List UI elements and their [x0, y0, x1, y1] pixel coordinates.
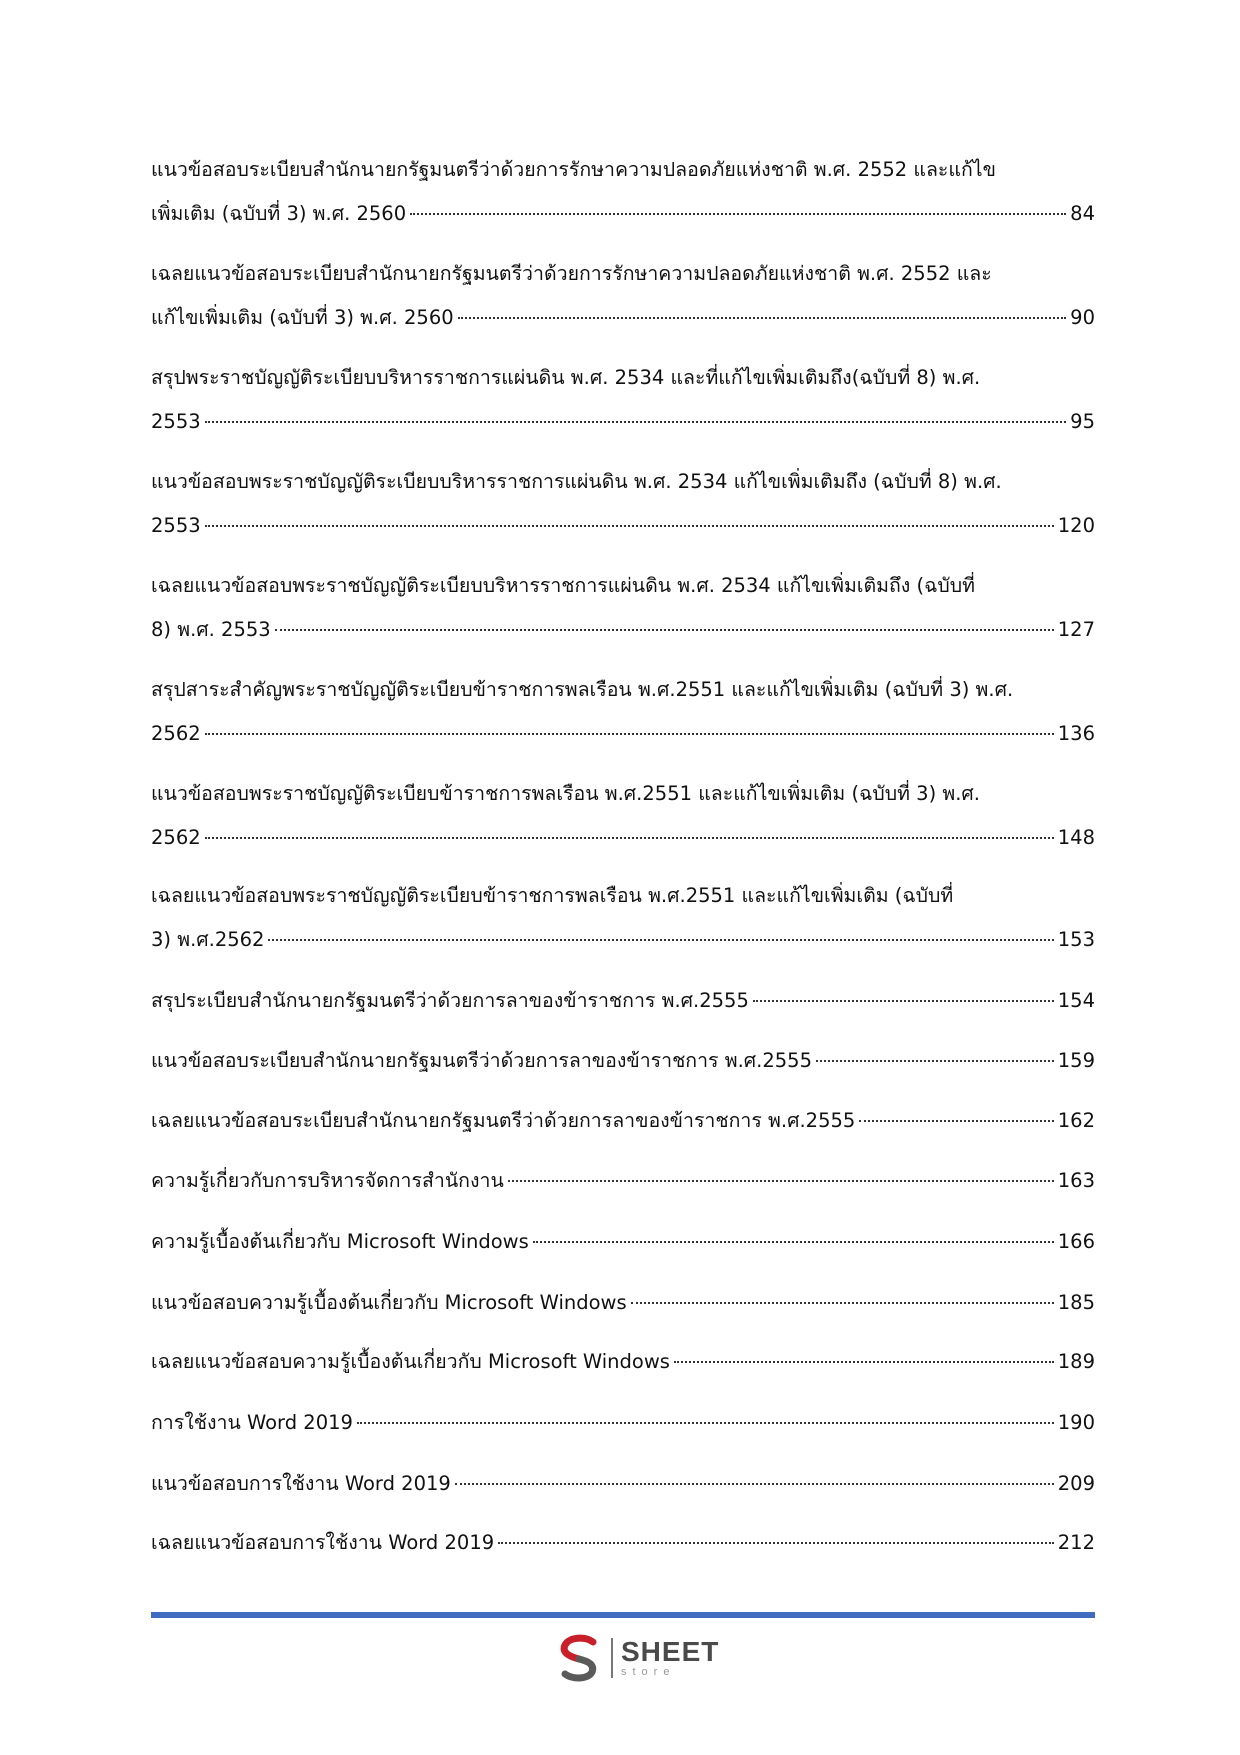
toc-page-number: 127 [1057, 618, 1095, 641]
toc-entry[interactable] [151, 564, 1095, 652]
dot-leader [631, 1302, 1054, 1304]
toc-entry-title-line2: เพิ่มเติม (ฉบับที่ 3) พ.ศ. 2560 [151, 202, 407, 225]
toc-entry-title-line2: แก้ไขเพิ่มเติม (ฉบับที่ 3) พ.ศ. 2560 [151, 306, 454, 329]
toc-entry[interactable] [151, 356, 1095, 444]
toc-entry[interactable] [151, 252, 1095, 340]
dot-leader [498, 1542, 1054, 1544]
toc-entry-title-line2: 3) พ.ศ.2562 [151, 928, 265, 951]
toc-entry[interactable] [151, 1521, 1095, 1565]
toc-entry-title-line1: สรุปสาระสำคัญพระราชบัญญัติระเบียบข้าราชการพลเรือน พ.ศ.2551 และแก้ไขเพิ่มเติม (ฉบับที่ 3) พ.ศ. [151, 678, 1014, 701]
toc-page-number: 120 [1057, 514, 1095, 537]
toc-entry-title: เฉลยแนวข้อสอบความรู้เบื้องต้นเกี่ยวกับ Microsoft Windows [151, 1350, 670, 1373]
toc-page-number: 90 [1070, 306, 1095, 329]
dot-leader [205, 837, 1054, 839]
toc-entry[interactable] [151, 1340, 1095, 1384]
dot-leader [275, 629, 1054, 631]
toc-entry[interactable] [151, 148, 1095, 236]
toc-entry[interactable] [151, 1401, 1095, 1445]
toc-entry[interactable] [151, 1099, 1095, 1143]
toc-entry-title-line2: 2562 [151, 722, 201, 745]
footer-rule [151, 1612, 1095, 1618]
toc-entry[interactable] [151, 979, 1095, 1023]
toc-entry-title: แนวข้อสอบความรู้เบื้องต้นเกี่ยวกับ Microsoft Windows [151, 1291, 627, 1314]
toc-entry-title: ความรู้เกี่ยวกับการบริหารจัดการสำนักงาน [151, 1169, 504, 1192]
dot-leader [205, 421, 1067, 423]
toc-entry-title-line1: แนวข้อสอบพระราชบัญญัติระเบียบบริหารราชการแผ่นดิน พ.ศ. 2534 แก้ไขเพิ่มเติมถึง (ฉบับที่ 8) พ.ศ. [151, 470, 1002, 493]
toc-entry-title-line1: สรุปพระราชบัญญัติระเบียบบริหารราชการแผ่นดิน พ.ศ. 2534 และที่แก้ไขเพิ่มเติมถึง(ฉบับที่ 8) พ.ศ. [151, 366, 981, 389]
toc-page-number: 185 [1057, 1291, 1095, 1314]
logo-subtext: store [621, 1666, 676, 1678]
sheet-store-s-icon [555, 1633, 605, 1683]
dot-leader [458, 317, 1067, 319]
toc-entry[interactable] [151, 1462, 1095, 1506]
sheet-store-logo [555, 1632, 725, 1684]
toc-entry-title: แนวข้อสอบระเบียบสำนักนายกรัฐมนตรีว่าด้วยการลาของข้าราชการ พ.ศ.2555 [151, 1049, 812, 1072]
toc-page-number: 159 [1057, 1049, 1095, 1072]
dot-leader [357, 1422, 1054, 1424]
toc-page-number: 190 [1057, 1411, 1095, 1434]
dot-leader [205, 525, 1054, 527]
dot-leader [455, 1483, 1054, 1485]
toc-entry-title: เฉลยแนวข้อสอบการใช้งาน Word 2019 [151, 1531, 495, 1554]
toc-entry-title-line1: แนวข้อสอบระเบียบสำนักนายกรัฐมนตรีว่าด้วยการรักษาความปลอดภัยแห่งชาติ พ.ศ. 2552 และแก้ไข [151, 158, 996, 181]
toc-entry[interactable] [151, 460, 1095, 548]
dot-leader [753, 1000, 1054, 1002]
dot-leader [410, 213, 1066, 215]
logo-wordmark: SHEET [621, 1636, 720, 1667]
toc-entry-title-line1: แนวข้อสอบพระราชบัญญัติระเบียบข้าราชการพลเรือน พ.ศ.2551 และแก้ไขเพิ่มเติม (ฉบับที่ 3) พ.ศ. [151, 782, 981, 805]
toc-entry-title: สรุประเบียบสำนักนายกรัฐมนตรีว่าด้วยการลาของข้าราชการ พ.ศ.2555 [151, 989, 749, 1012]
toc-page-number: 209 [1057, 1472, 1095, 1495]
dot-leader [859, 1120, 1053, 1122]
toc-page-number: 84 [1070, 202, 1095, 225]
toc-page-number: 154 [1057, 989, 1095, 1012]
dot-leader [508, 1180, 1054, 1182]
toc-entry[interactable] [151, 1039, 1095, 1083]
toc-entry-title-line1: เฉลยแนวข้อสอบพระราชบัญญัติระเบียบบริหารราชการแผ่นดิน พ.ศ. 2534 แก้ไขเพิ่มเติมถึง (ฉบับที่ [151, 574, 976, 597]
toc-entry-title-line1: เฉลยแนวข้อสอบระเบียบสำนักนายกรัฐมนตรีว่าด้วยการรักษาความปลอดภัยแห่งชาติ พ.ศ. 2552 และ [151, 262, 992, 285]
toc-entry[interactable] [151, 668, 1095, 756]
toc-entry-title-line2: 2562 [151, 826, 201, 849]
dot-leader [674, 1361, 1054, 1363]
toc-entry-title: แนวข้อสอบการใช้งาน Word 2019 [151, 1472, 451, 1495]
toc-page-number: 153 [1057, 928, 1095, 951]
toc-entry[interactable] [151, 874, 1095, 962]
dot-leader [816, 1060, 1054, 1062]
toc-entry[interactable] [151, 1159, 1095, 1203]
toc-entry-title-line2: 2553 [151, 410, 201, 433]
dot-leader [205, 733, 1054, 735]
toc-entry-title: ความรู้เบื้องต้นเกี่ยวกับ Microsoft Windows [151, 1230, 529, 1253]
dot-leader [533, 1241, 1054, 1243]
toc-page-number: 162 [1057, 1109, 1095, 1132]
toc-entry[interactable] [151, 772, 1095, 860]
logo-divider [611, 1638, 613, 1678]
toc-page-number: 95 [1070, 410, 1095, 433]
toc-entry[interactable] [151, 1220, 1095, 1264]
toc-entry-title-line1: เฉลยแนวข้อสอบพระราชบัญญัติระเบียบข้าราชการพลเรือน พ.ศ.2551 และแก้ไขเพิ่มเติม (ฉบับที่ [151, 884, 954, 907]
toc-page-number: 136 [1057, 722, 1095, 745]
toc-entry-title: การใช้งาน Word 2019 [151, 1411, 353, 1434]
toc-entry-title-line2: 8) พ.ศ. 2553 [151, 618, 271, 641]
toc-entry-title-line2: 2553 [151, 514, 201, 537]
toc-page-number: 189 [1057, 1350, 1095, 1373]
dot-leader [268, 939, 1053, 941]
toc-entry-title: เฉลยแนวข้อสอบระเบียบสำนักนายกรัฐมนตรีว่าด้วยการลาของข้าราชการ พ.ศ.2555 [151, 1109, 856, 1132]
toc-page-number: 148 [1057, 826, 1095, 849]
toc-page-number: 212 [1057, 1531, 1095, 1554]
toc-entry[interactable] [151, 1281, 1095, 1325]
toc-page-number: 166 [1057, 1230, 1095, 1253]
toc-page-number: 163 [1057, 1169, 1095, 1192]
